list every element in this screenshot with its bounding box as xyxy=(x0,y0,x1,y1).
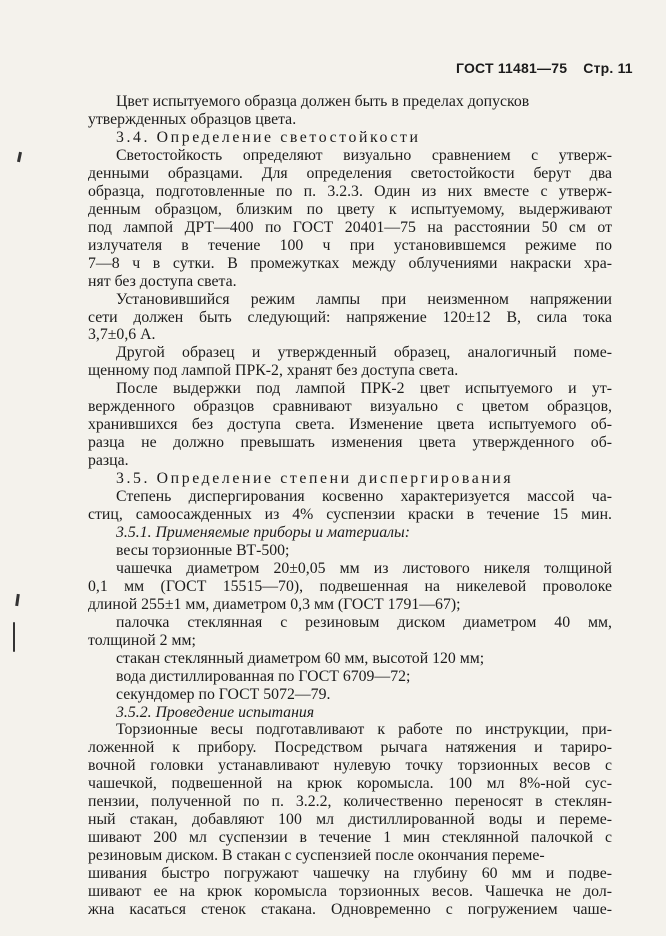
text-line: чашечкой, подвешенной на крюк коромысла. 100 мл 8%-ной сус- xyxy=(88,775,612,793)
subsection-heading: 3.5.1. Применяемые приборы и материалы: xyxy=(116,523,410,541)
text-line: Цвет испытуемого образца должен быть в пределах допусков xyxy=(116,93,530,110)
section-heading: 3.4. Определение светостойкости xyxy=(116,128,421,146)
text-line: Другой образец и утвержденный образец, аналогичный поме- xyxy=(116,344,612,362)
text-line: пензии, полученной по п. 3.2.2, количественно переносят в стеклян- xyxy=(88,793,612,811)
text-line: Установившийся режим лампы при неизменном напряжении xyxy=(116,290,612,308)
text-line: сети должен быть следующий: напряжение 120±12 В, сила тока xyxy=(88,308,612,326)
text-line: палочка стеклянная с резиновым диском диаметром 40 мм, xyxy=(116,613,612,631)
text-line: ный стакан, добавляют 100 мл дистиллированной воды и переме- xyxy=(88,811,612,829)
text-line: После выдержки под лампой ПРК-2 цвет испытуемого и ут- xyxy=(116,380,612,398)
text-line: вочной головки устанавливают нулевую точку торзионных весов с xyxy=(88,757,612,775)
text-line: денным образцом, близким по цвету к испытуемому, выдерживают xyxy=(88,200,612,218)
text-line: хранившихся без доступа света. Изменение цвета испытуемого об- xyxy=(88,416,612,434)
text-line: чашечка диаметром 20±0,05 мм из листового никеля толщиной xyxy=(116,559,612,577)
margin-mark xyxy=(17,152,22,162)
text-line: толщиной 2 мм; xyxy=(88,631,196,649)
text-line: щенному под лампой ПРК-2, хранят без доступа света. xyxy=(88,362,459,380)
page-header xyxy=(456,60,633,76)
text-line: 3,7±0,6 А. xyxy=(88,326,156,344)
subsection-heading: 3.5.2. Проведение испытания xyxy=(116,703,315,721)
text-line: Светостойкость определяют визуально сравнением с утверж- xyxy=(116,146,612,164)
text-line: шивания быстро погружают чашечку на глубину 60 мм и подве- xyxy=(88,865,612,883)
page-number: 11 xyxy=(617,60,633,76)
text-line: стиц, самоосажденных из 4% суспензии краски в течение 15 мин. xyxy=(88,506,612,523)
text-line: разца. xyxy=(88,452,129,470)
text-line: шивают ее на крюк коромысла торзионных весов. Чашечка не дол- xyxy=(88,883,612,900)
text-line: излучателя в течение 100 ч при установившемся режиме по xyxy=(88,236,612,254)
text-line: весы торзионные ВТ-500; xyxy=(116,541,290,559)
text-line: под лампой ДРТ—400 по ГОСТ 20401—75 на расстоянии 50 см от xyxy=(88,218,612,236)
text-line: Степень диспергирования косвенно характеризуется массой ча- xyxy=(116,488,612,505)
text-line: денными образцами. Для определения светостойкости берут два xyxy=(88,164,612,182)
text-line: 0,1 мм (ГОСТ 15515—70), подвешенная на никелевой проволоке xyxy=(88,577,612,595)
page-label: Стр. xyxy=(583,60,614,76)
text-line: вержденного образцов сравнивают визуально с цветом образцов, xyxy=(88,398,612,416)
text-line: утвержденных образцов цвета. xyxy=(88,111,297,128)
section-heading: 3.5. Определение степени диспергирования xyxy=(116,470,514,488)
text-line: стакан стеклянный диаметром 60 мм, высотой 120 мм; xyxy=(116,649,485,667)
text-line: шивают 200 мл суспензии в течение 1 мин стеклянной палочкой с xyxy=(88,829,612,847)
text-line: нят без доступа света. xyxy=(88,272,237,290)
text-line: разца не должно превышать изменения цвета утвержденного об- xyxy=(88,434,612,452)
text-line: жна касаться стенок стакана. Одновременно с погружением чаше- xyxy=(88,901,612,918)
margin-mark xyxy=(13,622,15,652)
text-line: длиной 255±1 мм, диаметром 0,3 мм (ГОСТ 1791—67); xyxy=(88,595,461,613)
text-line: образца, подготовленные по п. 3.2.3. Один из них вместе с утверж- xyxy=(88,182,612,200)
text-line: ложенной к прибору. Посредством рычага натяжения и тариро- xyxy=(88,739,612,757)
text-line: вода дистиллированная по ГОСТ 6709—72; xyxy=(116,667,411,685)
text-line: Торзионные весы подготавливают к работе по инструкции, при- xyxy=(116,721,612,739)
text-line: резиновым диском. В стакан с суспензией после окончания переме- xyxy=(88,847,545,865)
text-line: 7—8 ч в сутки. В промежутках между облучениями накраски хра- xyxy=(88,254,612,272)
text-line: секундомер по ГОСТ 5072—79. xyxy=(116,685,331,703)
standard-number: ГОСТ 11481—75 xyxy=(456,60,568,76)
margin-mark xyxy=(15,594,20,606)
